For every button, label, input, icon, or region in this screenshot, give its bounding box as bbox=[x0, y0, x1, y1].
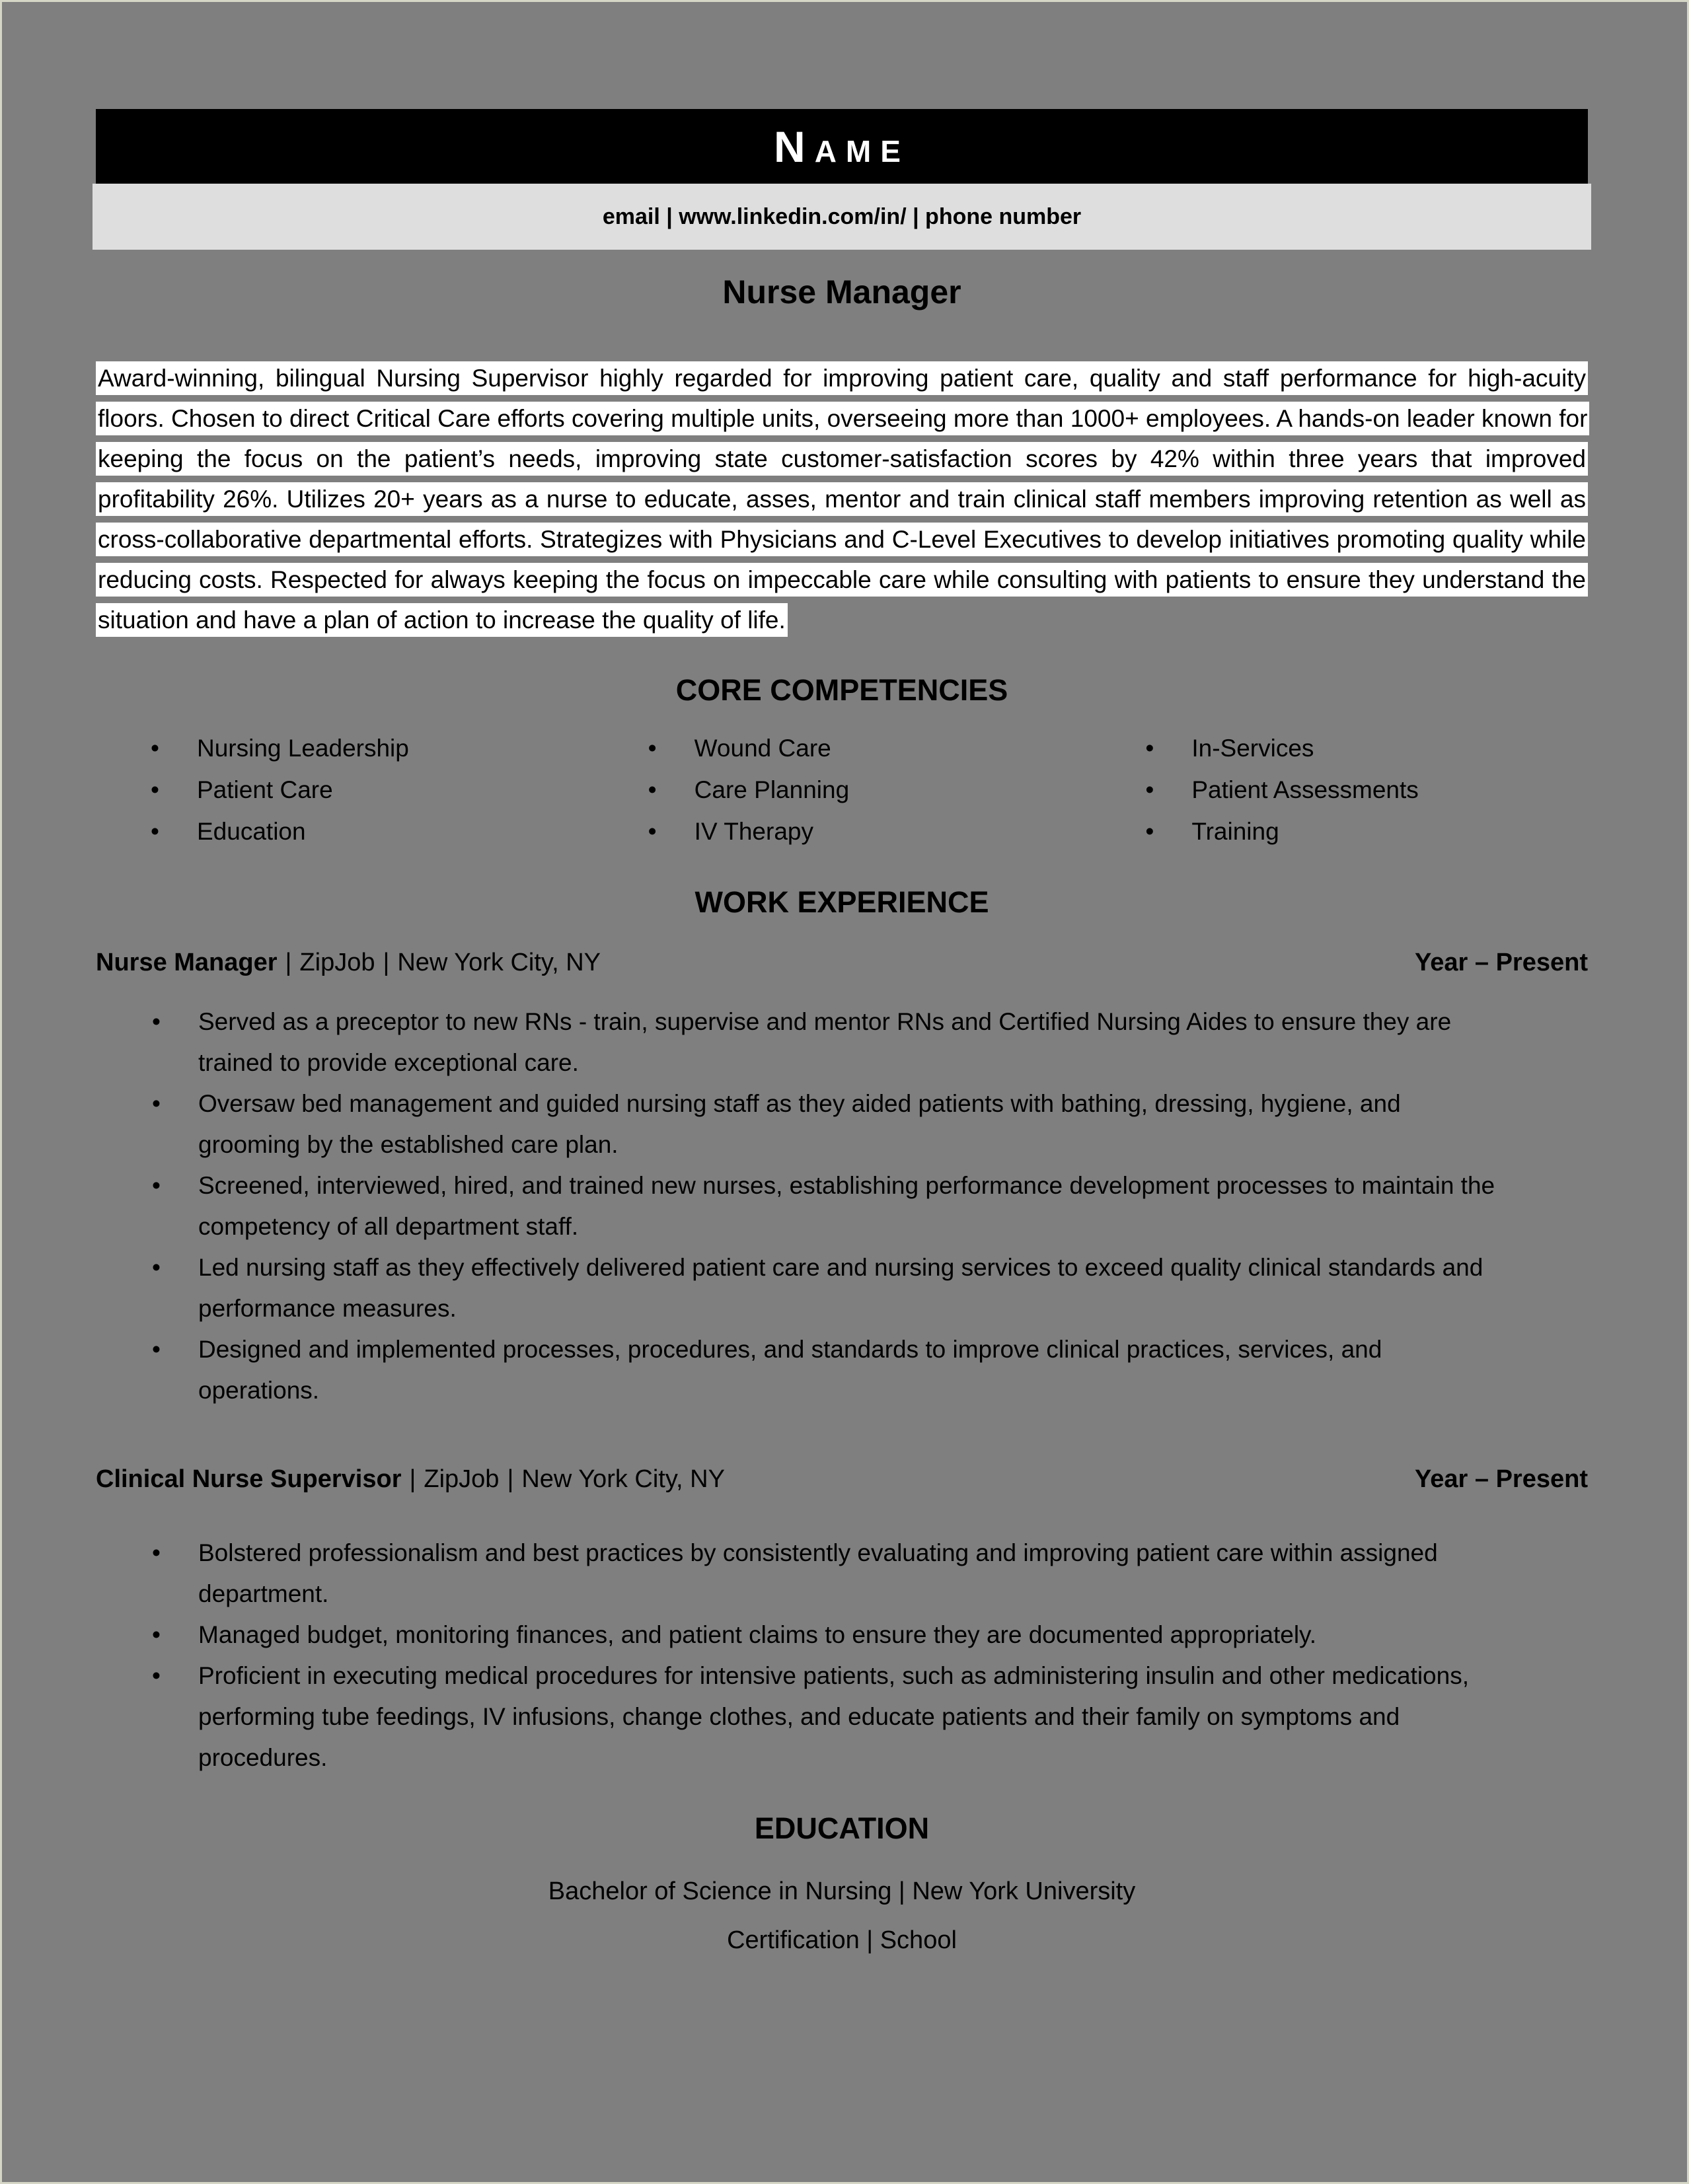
competency-column-3 bbox=[1090, 727, 1588, 852]
job-location: New York City, NY bbox=[397, 949, 601, 976]
separator: | bbox=[285, 949, 292, 976]
competency-column-2 bbox=[593, 727, 1091, 852]
bullet-item bbox=[96, 1329, 1588, 1411]
bullet-icon: • bbox=[152, 1662, 161, 1689]
bullet-text: Oversaw bed management and guided nursing staff as they aided patients with bathing, dressing, hygiene, and grooming by the established care plan. bbox=[198, 1090, 1401, 1158]
bullet-icon: • bbox=[1145, 818, 1154, 845]
job-dates: Year – Present bbox=[1415, 1465, 1588, 1493]
job-header bbox=[96, 946, 1588, 979]
bullet-icon: • bbox=[152, 1336, 161, 1363]
name-header-bar bbox=[96, 109, 1588, 184]
bullet-icon: • bbox=[1145, 776, 1154, 803]
competency-label: In-Services bbox=[1191, 735, 1314, 762]
job-bullet-list bbox=[96, 1533, 1588, 1778]
education-certification-line: Certification | School bbox=[727, 1926, 957, 1954]
summary-text: Award-winning, bilingual Nursing Supervisor highly regarded for improving patient care, quality and staff performance for high-acuity floors. Chosen to direct Critical Care efforts covering multiple units, overseeing more than 1000+ employees. A hands-on leader known for keeping the focus on the patient’s needs, improving state customer-satisfaction scores by 42% within three years that improved profitability 26%. Utilizes 20+ years as a nurse to educate, asses, mentor and train clinical staff members improving retention as well as cross-collaborative departmental efforts. Strategizes with Physicians and C-Level Executives to develop initiatives promoting quality while reducing costs. Respected for always keeping the focus on impeccable care while consulting with patients to ensure they understand the situation and have a plan of action to increase the quality of life. bbox=[96, 361, 1589, 637]
competency-label: Care Planning bbox=[694, 776, 850, 803]
competency-label: Patient Care bbox=[197, 776, 333, 803]
resume-title: Nurse Manager bbox=[722, 273, 961, 310]
contact-line: email | www.linkedin.com/in/ | phone number bbox=[602, 203, 1082, 229]
competency-item bbox=[1090, 727, 1588, 769]
bullet-text: Managed budget, monitoring finances, and patient claims to ensure they are documented appropriately. bbox=[198, 1621, 1317, 1648]
job-dates: Year – Present bbox=[1415, 949, 1588, 976]
bullet-icon: • bbox=[152, 1539, 161, 1566]
separator: | bbox=[507, 1465, 514, 1493]
job-header bbox=[96, 1463, 1588, 1496]
competency-column-1 bbox=[96, 727, 593, 852]
job-entry-2 bbox=[96, 1463, 1588, 1778]
bullet-item bbox=[96, 1656, 1588, 1778]
competency-label: Wound Care bbox=[694, 735, 831, 762]
bullet-item bbox=[96, 1165, 1588, 1247]
bullet-icon: • bbox=[648, 818, 657, 845]
bullet-text: Screened, interviewed, hired, and trained new nurses, establishing performance development processes to maintain the competency of all department staff. bbox=[198, 1172, 1495, 1240]
bullet-item bbox=[96, 1533, 1588, 1615]
bullet-icon: • bbox=[152, 1172, 161, 1199]
bullet-item bbox=[96, 1247, 1588, 1329]
competency-label: IV Therapy bbox=[694, 818, 813, 845]
competency-item bbox=[593, 769, 1091, 811]
competency-item bbox=[593, 727, 1091, 769]
competency-item bbox=[96, 769, 593, 811]
company-name: ZipJob bbox=[424, 1465, 500, 1493]
job-title: Clinical Nurse Supervisor bbox=[96, 1465, 402, 1493]
competency-label: Nursing Leadership bbox=[197, 735, 409, 762]
bullet-icon: • bbox=[152, 1621, 161, 1648]
bullet-text: Designed and implemented processes, procedures, and standards to improve clinical practices, services, and operations. bbox=[198, 1336, 1382, 1404]
bullet-text: Proficient in executing medical procedures for intensive patients, such as administering insulin and other medications, performing tube feedings, IV infusions, change clothes, and educate patients and their family on symptoms and procedures. bbox=[198, 1662, 1469, 1771]
competency-item bbox=[1090, 769, 1588, 811]
bullet-icon: • bbox=[151, 776, 159, 803]
separator: | bbox=[409, 1465, 416, 1493]
competencies-list bbox=[96, 727, 1588, 852]
bullet-item bbox=[96, 1615, 1588, 1656]
bullet-item bbox=[96, 1001, 1588, 1083]
company-name: ZipJob bbox=[299, 949, 375, 976]
job-bullet-list bbox=[96, 1001, 1588, 1411]
job-title-line bbox=[96, 1463, 725, 1496]
bullet-icon: • bbox=[1145, 735, 1154, 762]
bullet-text: Led nursing staff as they effectively delivered patient care and nursing services to exceed quality clinical standards and performance measures. bbox=[198, 1254, 1483, 1322]
competency-item bbox=[593, 811, 1091, 852]
job-title: Nurse Manager bbox=[96, 949, 278, 976]
bullet-icon: • bbox=[648, 735, 657, 762]
bullet-icon: • bbox=[151, 735, 159, 762]
contact-bar bbox=[93, 184, 1591, 250]
job-location: New York City, NY bbox=[521, 1465, 725, 1493]
competency-item bbox=[96, 811, 593, 852]
competency-item bbox=[1090, 811, 1588, 852]
competency-label: Education bbox=[197, 818, 306, 845]
bullet-icon: • bbox=[151, 818, 159, 845]
bullet-icon: • bbox=[152, 1090, 161, 1117]
job-title-line bbox=[96, 946, 601, 979]
separator: | bbox=[383, 949, 390, 976]
bullet-item bbox=[96, 1083, 1588, 1165]
education-degree-line: Bachelor of Science in Nursing | New York University bbox=[548, 1877, 1136, 1905]
competency-item bbox=[96, 727, 593, 769]
section-heading-core-competencies: CORE COMPETENCIES bbox=[675, 673, 1008, 707]
resume-page bbox=[96, 109, 1588, 1957]
section-heading-work-experience: WORK EXPERIENCE bbox=[694, 885, 989, 919]
job-entry-1 bbox=[96, 946, 1588, 1411]
bullet-text: Bolstered professionalism and best practices by consistently evaluating and improving patient care within assigned department. bbox=[198, 1539, 1438, 1607]
bullet-icon: • bbox=[648, 776, 657, 803]
competency-label: Patient Assessments bbox=[1191, 776, 1419, 803]
summary-paragraph bbox=[96, 358, 1588, 640]
bullet-text: Served as a preceptor to new RNs - train, supervise and mentor RNs and Certified Nursing Aides to ensure they are trained to provide exceptional care. bbox=[198, 1008, 1452, 1076]
candidate-name: Name bbox=[774, 122, 910, 171]
competency-label: Training bbox=[1191, 818, 1279, 845]
bullet-icon: • bbox=[152, 1008, 161, 1035]
section-heading-education: EDUCATION bbox=[754, 1811, 930, 1845]
bullet-icon: • bbox=[152, 1254, 161, 1281]
